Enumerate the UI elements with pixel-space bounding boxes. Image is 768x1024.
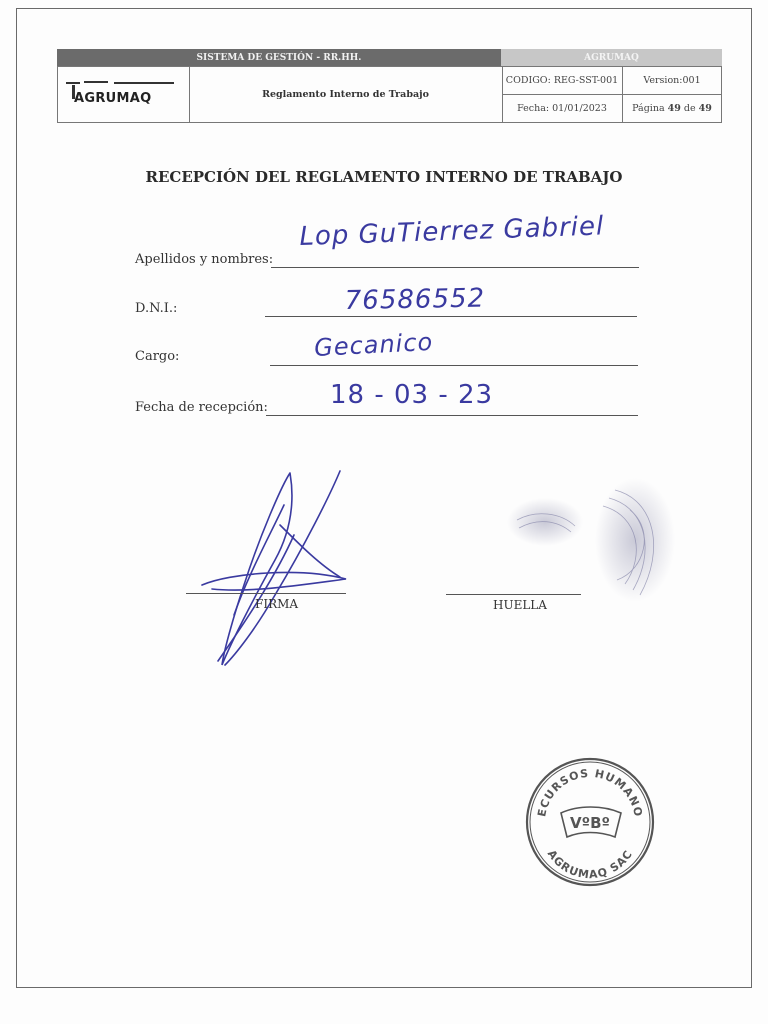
fecha-label: Fecha de recepción:	[135, 400, 268, 415]
pagina-total: 49	[698, 103, 712, 114]
header-table	[57, 66, 722, 123]
rrhh-stamp	[523, 755, 658, 894]
document-name: Reglamento Interno de Trabajo	[189, 67, 503, 122]
company-bar: AGRUMAQ	[501, 49, 722, 66]
nombres-handwriting: Lop GuTierrez Gabriel	[298, 211, 605, 252]
huella-label: HUELLA	[493, 598, 547, 612]
firma-line	[186, 593, 346, 594]
document-header	[57, 49, 722, 123]
fecha: Fecha: 01/01/2023	[502, 95, 623, 122]
fingerprint-image	[505, 470, 675, 610]
pagina-num: 49	[667, 103, 681, 114]
nombres-line	[271, 267, 639, 268]
fecha-line	[266, 415, 638, 416]
firma-label: FIRMA	[255, 597, 299, 611]
page-title: RECEPCIÓN DEL REGLAMENTO INTERNO DE TRABAJO	[145, 168, 623, 186]
dni-handwriting: 76586552	[344, 283, 486, 316]
pagina-sep: de	[683, 103, 696, 114]
version: Version:001	[623, 67, 721, 95]
company-logo	[58, 67, 190, 122]
fecha-handwriting: 18 - 03 - 23	[330, 380, 494, 410]
pagina	[623, 95, 721, 122]
logo-text: AGRUMAQ	[74, 91, 152, 106]
cargo-label: Cargo:	[135, 349, 180, 364]
pagina-prefix: Página	[632, 103, 665, 114]
svg-text:AGRUMAQ SAC: AGRUMAQ SAC	[544, 847, 636, 882]
huella-line	[446, 594, 581, 595]
dni-line	[265, 316, 637, 317]
dni-label: D.N.I.:	[135, 301, 178, 316]
svg-text:VºBº: VºBº	[570, 814, 610, 832]
codigo: CODIGO: REG-SST-001	[502, 67, 623, 95]
cargo-line	[270, 365, 638, 366]
signature-drawing	[190, 465, 360, 675]
system-label: SISTEMA DE GESTIÓN - RR.HH.	[57, 49, 501, 66]
nombres-label: Apellidos y nombres:	[135, 252, 274, 267]
cargo-handwriting: Gecanico	[313, 327, 434, 362]
svg-text:RECURSOS HUMANOS: ECURSOS HUMANO	[535, 766, 645, 819]
